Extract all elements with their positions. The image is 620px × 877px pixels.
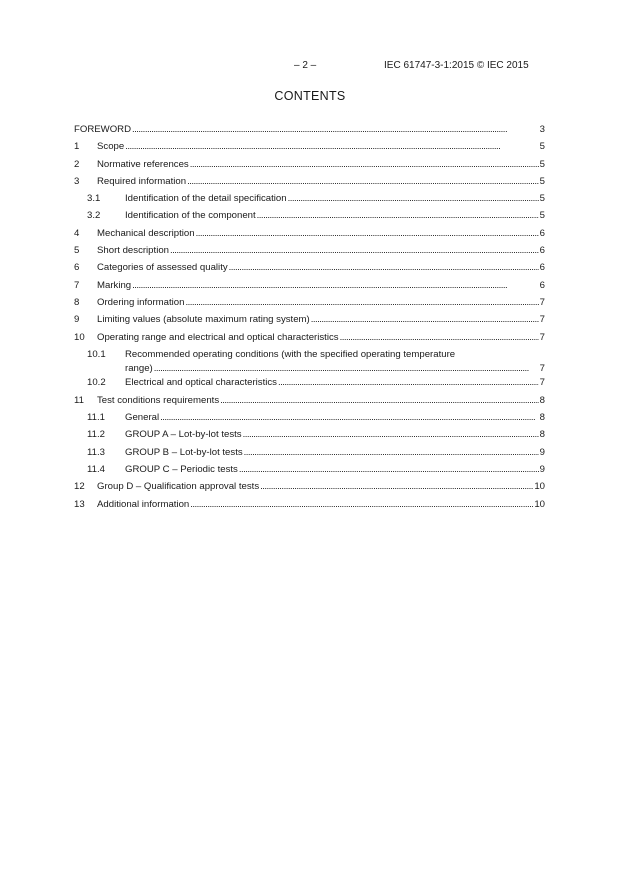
toc-entry-title: Identification of the component: [125, 210, 256, 222]
toc-entry-page: 6: [539, 279, 545, 291]
contents-title: CONTENTS: [274, 89, 346, 103]
dot-leader: [154, 362, 539, 376]
toc-entry-page: 7: [539, 314, 545, 326]
toc-entry[interactable]: [74, 192, 545, 209]
toc-entry[interactable]: [74, 158, 545, 175]
toc-entry[interactable]: [74, 348, 545, 377]
dot-leader: [220, 394, 539, 408]
dot-leader: [257, 209, 539, 223]
toc-entry-title: FOREWORD: [74, 124, 132, 135]
toc-entry[interactable]: [74, 123, 545, 140]
toc-entry-title: Required information: [97, 175, 187, 187]
toc-entry-number: 3.2: [87, 210, 101, 222]
toc-entry-page: 8: [539, 429, 545, 441]
toc-entry-title: Group D – Qualification approval tests: [97, 481, 260, 493]
toc-entry-title: GROUP C – Periodic tests: [125, 463, 238, 475]
toc-entry-page: 5: [539, 210, 545, 222]
toc-entry-page: 8: [539, 412, 545, 424]
dot-leader: [239, 463, 539, 477]
toc-entry-page: 9: [539, 446, 545, 458]
dot-leader: [278, 376, 539, 390]
toc-entry-number: 11.4: [87, 463, 105, 475]
toc-entry-page: 6: [539, 227, 545, 239]
toc-entry-page: 9: [539, 463, 545, 475]
toc-entry-title: GROUP B – Lot-by-lot tests: [125, 446, 243, 458]
toc-entry-number: 3: [74, 175, 80, 187]
toc-entry-page: 8: [539, 394, 545, 406]
toc-entry[interactable]: [74, 446, 545, 463]
dot-leader: [132, 279, 539, 293]
dot-leader: [190, 498, 533, 512]
toc-entry-number: 1: [74, 141, 80, 153]
dot-leader: [311, 313, 539, 327]
toc-entry-title: GROUP A – Lot-by-lot tests: [125, 429, 242, 441]
toc-entry-page: 5: [539, 141, 545, 153]
dot-leader: [125, 140, 538, 154]
toc-entry-title: Additional information: [97, 498, 190, 510]
toc-entry[interactable]: [74, 376, 545, 393]
toc-entry-number: 13: [74, 498, 85, 510]
dot-leader: [340, 331, 539, 345]
toc-entry[interactable]: [74, 227, 545, 244]
toc-entry-number: 3.1: [87, 193, 101, 205]
toc-entry-number: 11.2: [87, 429, 105, 441]
toc-entry[interactable]: [74, 411, 545, 428]
toc-entry-title: range): [125, 362, 153, 374]
toc-entry-number: 2: [74, 158, 80, 170]
toc-entry-page: 5: [539, 193, 545, 205]
toc-entry-number: 11.1: [87, 412, 105, 424]
toc-entry-number: 11: [74, 394, 84, 406]
dot-leader: [160, 411, 539, 425]
toc-entry[interactable]: [74, 498, 545, 515]
dot-leader: [170, 244, 539, 258]
toc-entry[interactable]: [74, 279, 545, 296]
toc-entry-number: 10.1: [87, 348, 106, 360]
toc-entry[interactable]: [74, 175, 545, 192]
table-of-contents: [74, 123, 545, 515]
toc-entry-number: 11.3: [87, 446, 105, 458]
toc-entry-page: 10: [534, 481, 545, 493]
toc-entry[interactable]: [74, 463, 545, 480]
dot-leader: [190, 158, 539, 172]
toc-entry-title: General: [125, 412, 160, 424]
toc-entry-number: 12: [74, 481, 85, 493]
toc-entry[interactable]: [74, 480, 545, 497]
toc-entry-title: Marking: [97, 279, 132, 291]
toc-entry-number: 6: [74, 262, 80, 274]
toc-entry-number: 9: [74, 314, 80, 326]
toc-entry[interactable]: [74, 313, 545, 330]
toc-entry-number: 8: [74, 296, 80, 308]
toc-entry-number: 10: [74, 331, 85, 343]
toc-entry-number: 7: [74, 279, 80, 291]
toc-entry-title: Normative references: [97, 158, 189, 170]
toc-entry[interactable]: [74, 244, 545, 261]
toc-entry-page: 6: [539, 245, 545, 257]
toc-entry-title: Operating range and electrical and optical characteristics: [97, 331, 339, 343]
toc-entry-title: Categories of assessed quality: [97, 262, 228, 274]
page-number: – 2 –: [294, 60, 317, 71]
dot-leader: [196, 227, 539, 241]
toc-entry-number: 4: [74, 227, 80, 239]
toc-entry-title: Electrical and optical characteristics: [125, 377, 277, 389]
dot-leader: [132, 123, 539, 137]
toc-entry[interactable]: [74, 428, 545, 445]
dot-leader: [187, 175, 539, 189]
dot-leader: [288, 192, 539, 206]
toc-entry-page: 5: [539, 175, 545, 187]
toc-entry-title: Identification of the detail specification: [125, 193, 287, 205]
toc-entry[interactable]: [74, 296, 545, 313]
toc-entry[interactable]: [74, 261, 545, 278]
document-id: IEC 61747-3-1:2015 © IEC 2015: [384, 60, 529, 71]
toc-entry[interactable]: [74, 394, 545, 411]
toc-entry-page: 10: [534, 498, 545, 510]
toc-entry-title: Mechanical description: [97, 227, 195, 239]
toc-entry-number: 5: [74, 245, 80, 257]
toc-entry-title: Test conditions requirements: [97, 394, 220, 406]
toc-entry-page: 7: [539, 362, 545, 374]
dot-leader: [243, 428, 539, 442]
toc-entry-page: 7: [539, 296, 545, 308]
dot-leader: [185, 296, 538, 310]
toc-entry-title: Limiting values (absolute maximum rating system): [97, 314, 310, 326]
toc-entry-page: 3: [539, 124, 545, 135]
toc-entry-number: 10.2: [87, 377, 106, 389]
toc-entry-title-line1: Recommended operating conditions (with the specified operating temperature: [125, 348, 456, 360]
page-header: [0, 60, 620, 74]
toc-entry[interactable]: [74, 209, 545, 226]
toc-entry-title: Scope: [97, 141, 125, 153]
toc-entry-page: 7: [539, 331, 545, 343]
toc-entry-page: 5: [539, 158, 545, 170]
toc-entry-title: Short description: [97, 245, 169, 257]
toc-entry-title: Ordering information: [97, 296, 185, 308]
toc-entry-page: 6: [539, 262, 545, 274]
dot-leader: [229, 261, 539, 275]
toc-entry-page: 7: [539, 377, 545, 389]
dot-leader: [244, 446, 539, 460]
dot-leader: [260, 480, 533, 494]
toc-entry[interactable]: [74, 140, 545, 157]
toc-entry[interactable]: [74, 331, 545, 348]
